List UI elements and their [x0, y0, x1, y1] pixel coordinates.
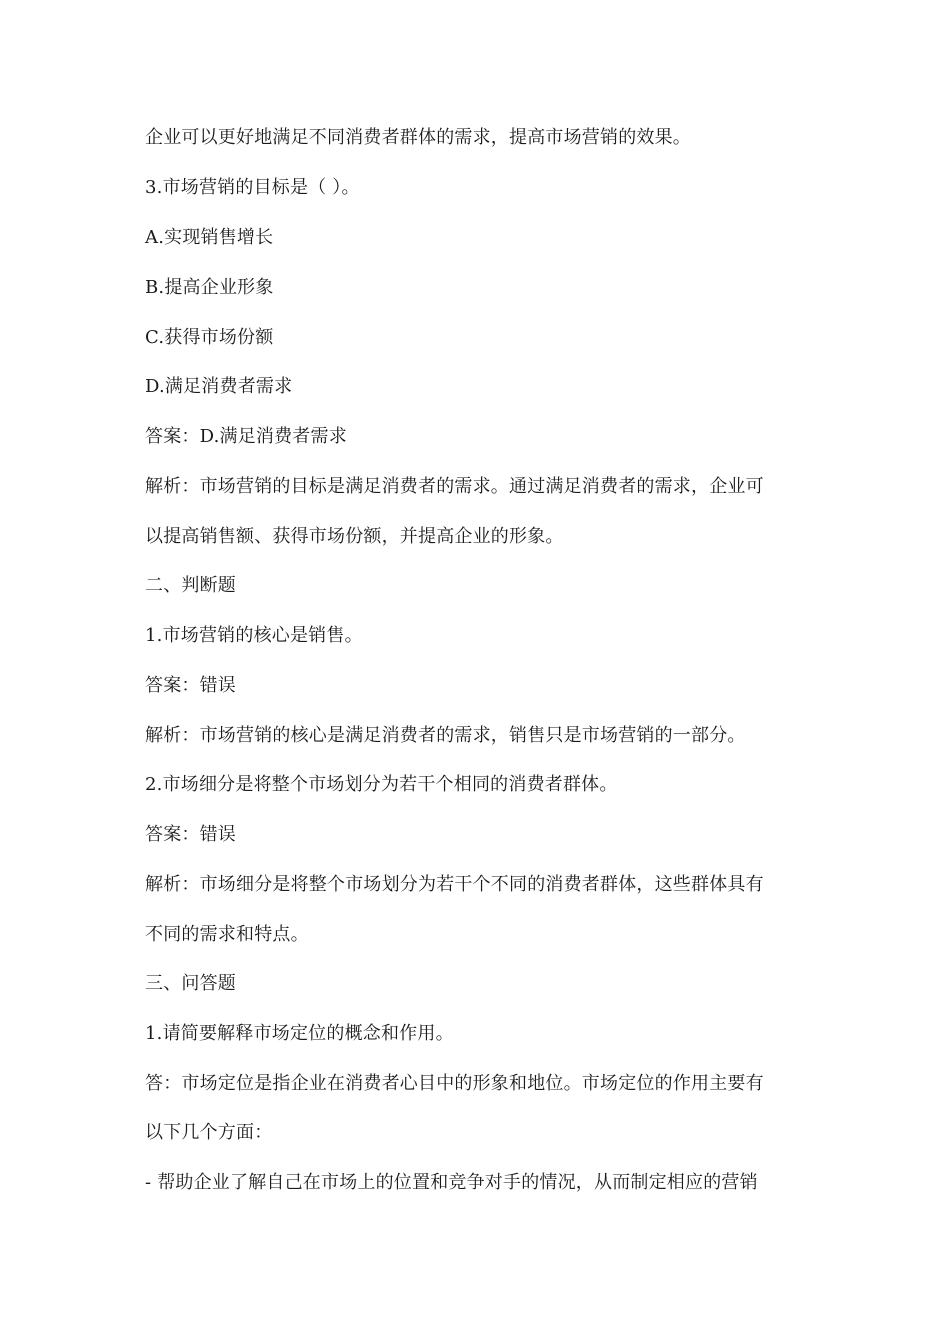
judgment-analysis-2-line-2: 不同的需求和特点。	[145, 924, 309, 945]
analysis-3-line-1: 解析：市场营销的目标是满足消费者的需求。通过满足消费者的需求，企业可	[145, 476, 764, 497]
option-b: B.提高企业形象	[145, 277, 274, 298]
section-heading-judgment: 二、判断题	[145, 575, 236, 596]
text-line-1: 企业可以更好地满足不同消费者群体的需求，提高市场营销的效果。	[145, 127, 691, 148]
judgment-analysis-2-line-1: 解析：市场细分是将整个市场划分为若干个不同的消费者群体，这些群体具有	[145, 874, 764, 895]
judgment-analysis-1: 解析：市场营销的核心是满足消费者的需求，销售只是市场营销的一部分。	[145, 725, 746, 746]
qa-answer-1-bullet-1: - 帮助企业了解自己在市场上的位置和竞争对手的情况，从而制定相应的营销	[145, 1172, 758, 1193]
judgment-answer-1: 答案：错误	[145, 675, 236, 696]
judgment-answer-2: 答案：错误	[145, 824, 236, 845]
qa-answer-1-line-1: 答：市场定位是指企业在消费者心目中的形象和地位。市场定位的作用主要有	[145, 1073, 764, 1094]
option-a: A.实现销售增长	[145, 227, 274, 248]
option-c: C.获得市场份额	[145, 327, 274, 348]
option-d: D.满足消费者需求	[145, 376, 293, 397]
question-3: 3.市场营销的目标是（ ）。	[145, 177, 360, 198]
analysis-3-line-2: 以提高销售额、获得市场份额，并提高企业的形象。	[145, 526, 564, 547]
judgment-question-1: 1.市场营销的核心是销售。	[145, 625, 363, 646]
answer-3: 答案：D.满足消费者需求	[145, 426, 347, 447]
section-heading-qa: 三、问答题	[145, 973, 236, 994]
qa-question-1: 1.请简要解释市场定位的概念和作用。	[145, 1023, 454, 1044]
judgment-question-2: 2.市场细分是将整个市场划分为若干个相同的消费者群体。	[145, 774, 618, 795]
qa-answer-1-line-2: 以下几个方面：	[145, 1122, 273, 1143]
